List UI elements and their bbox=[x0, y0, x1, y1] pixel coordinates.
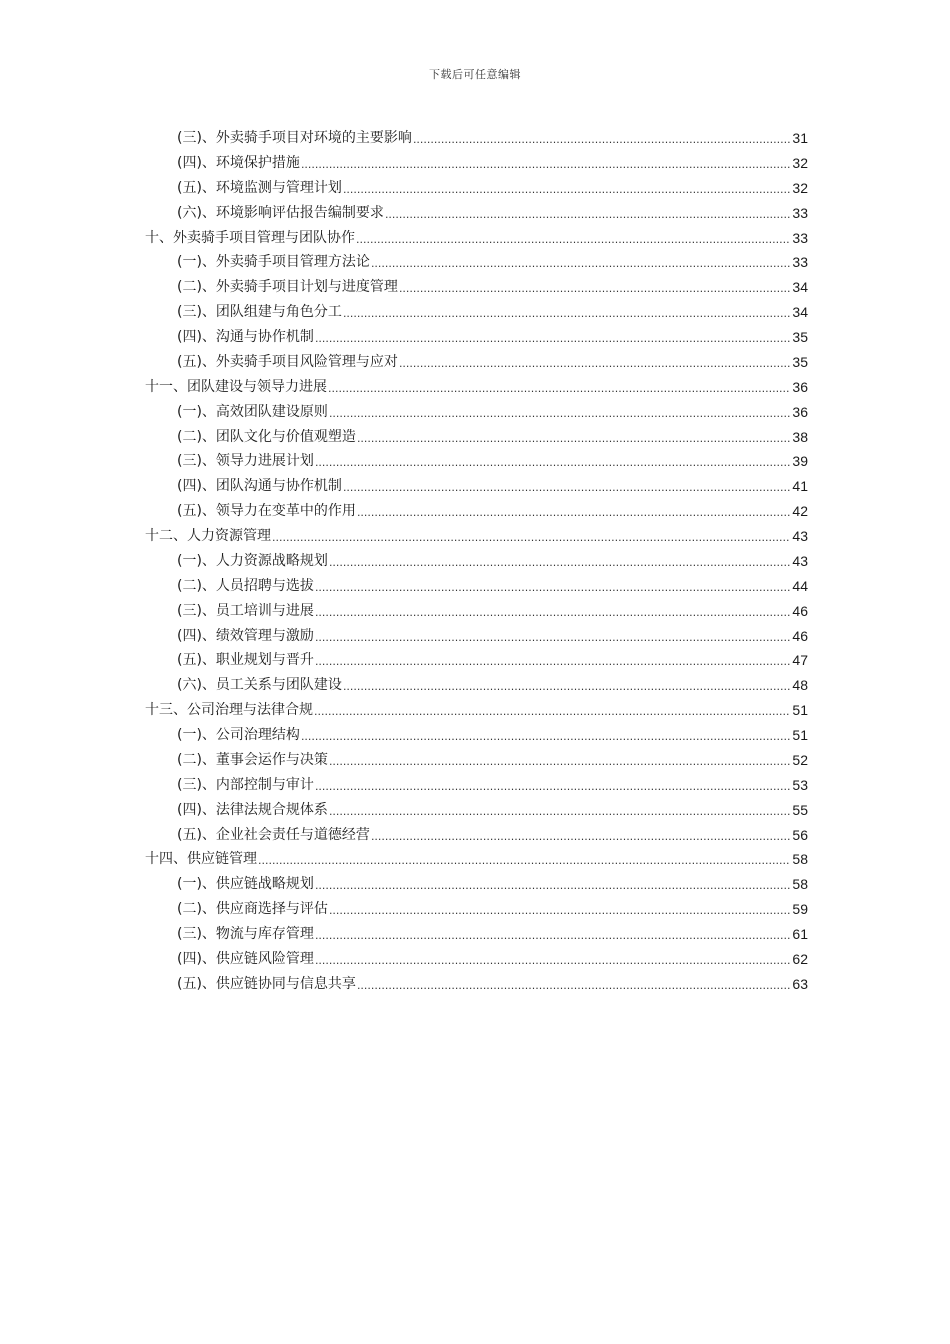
toc-section-entry[interactable] bbox=[0, 748, 808, 773]
toc-dot-leader bbox=[314, 698, 790, 723]
toc-page-number: 46 bbox=[792, 627, 808, 644]
toc-entry-title: (二)、董事会运作与决策 bbox=[177, 751, 328, 768]
toc-dot-leader bbox=[329, 798, 790, 823]
toc-page-number: 55 bbox=[792, 801, 808, 818]
toc-page-number: 51 bbox=[792, 727, 808, 743]
toc-entry-title: (二)、人员招聘与选拔 bbox=[177, 577, 314, 594]
toc-page-number: 39 bbox=[792, 453, 808, 470]
toc-entry-title: (四)、绩效管理与激励 bbox=[177, 627, 314, 644]
toc-dot-leader bbox=[357, 972, 790, 997]
toc-section-entry[interactable] bbox=[0, 325, 808, 350]
toc-page-number: 33 bbox=[792, 204, 808, 221]
toc-entry-title: (二)、团队文化与价值观塑造 bbox=[177, 428, 356, 445]
toc-section-entry[interactable] bbox=[0, 648, 808, 673]
toc-dot-leader bbox=[343, 673, 790, 698]
toc-page-number: 61 bbox=[792, 926, 808, 942]
toc-dot-leader bbox=[371, 823, 790, 848]
table-of-contents bbox=[0, 126, 950, 997]
toc-page-number: 47 bbox=[792, 652, 808, 669]
toc-dot-leader bbox=[315, 624, 790, 649]
toc-page-number: 48 bbox=[792, 677, 808, 694]
toc-page-number: 33 bbox=[792, 254, 808, 271]
toc-section-entry[interactable] bbox=[0, 972, 808, 997]
toc-section-entry[interactable] bbox=[0, 624, 808, 649]
toc-page-number: 35 bbox=[792, 353, 808, 370]
toc-chapter-entry[interactable] bbox=[0, 226, 808, 251]
toc-page-number: 59 bbox=[792, 901, 808, 918]
toc-dot-leader bbox=[315, 325, 790, 350]
toc-dot-leader bbox=[356, 226, 790, 251]
toc-section-entry[interactable] bbox=[0, 449, 808, 474]
toc-section-entry[interactable] bbox=[0, 872, 808, 897]
toc-dot-leader bbox=[315, 449, 790, 474]
toc-dot-leader bbox=[357, 425, 790, 450]
toc-entry-title: (一)、高效团队建设原则 bbox=[177, 403, 328, 420]
toc-page-number: 33 bbox=[792, 229, 808, 246]
toc-section-entry[interactable] bbox=[0, 151, 808, 176]
toc-page-number: 34 bbox=[792, 304, 808, 321]
toc-entry-title: (三)、员工培训与进展 bbox=[177, 602, 314, 619]
toc-chapter-entry[interactable] bbox=[0, 847, 808, 872]
toc-entry-title: (一)、供应链战略规划 bbox=[177, 876, 314, 893]
toc-section-entry[interactable] bbox=[0, 126, 808, 151]
toc-entry-title: (五)、供应链协同与信息共享 bbox=[177, 975, 356, 992]
toc-entry-title: (三)、内部控制与审计 bbox=[177, 776, 314, 793]
toc-dot-leader bbox=[315, 947, 790, 972]
toc-dot-leader bbox=[371, 250, 790, 275]
toc-entry-title: (二)、外卖骑手项目计划与进度管理 bbox=[177, 279, 398, 296]
toc-section-entry[interactable] bbox=[0, 947, 808, 972]
toc-page-number: 38 bbox=[792, 428, 808, 445]
toc-section-entry[interactable] bbox=[0, 549, 808, 574]
toc-page-number: 31 bbox=[792, 130, 808, 146]
toc-dot-leader bbox=[315, 599, 790, 624]
toc-entry-title: (四)、沟通与协作机制 bbox=[177, 329, 314, 345]
toc-section-entry[interactable] bbox=[0, 673, 808, 698]
toc-page-number: 44 bbox=[792, 577, 808, 594]
toc-section-entry[interactable] bbox=[0, 176, 808, 201]
toc-page-number: 63 bbox=[792, 975, 808, 992]
toc-entry-title: (一)、公司治理结构 bbox=[177, 727, 300, 743]
toc-dot-leader bbox=[413, 126, 790, 151]
toc-section-entry[interactable] bbox=[0, 275, 808, 300]
toc-section-entry[interactable] bbox=[0, 474, 808, 499]
toc-section-entry[interactable] bbox=[0, 400, 808, 425]
toc-section-entry[interactable] bbox=[0, 897, 808, 922]
toc-page-number: 52 bbox=[792, 751, 808, 768]
toc-section-entry[interactable] bbox=[0, 599, 808, 624]
page-header: 下载后可任意编辑 bbox=[429, 68, 521, 81]
toc-section-entry[interactable] bbox=[0, 798, 808, 823]
toc-dot-leader bbox=[315, 574, 790, 599]
toc-entry-title: (一)、外卖骑手项目管理方法论 bbox=[177, 254, 370, 271]
toc-page-number: 53 bbox=[792, 776, 808, 793]
toc-page-number: 35 bbox=[792, 329, 808, 345]
toc-section-entry[interactable] bbox=[0, 250, 808, 275]
toc-page-number: 51 bbox=[792, 702, 808, 719]
toc-page-number: 36 bbox=[792, 378, 808, 395]
toc-section-entry[interactable] bbox=[0, 350, 808, 375]
toc-dot-leader bbox=[343, 176, 790, 201]
toc-dot-leader bbox=[343, 300, 790, 325]
toc-page-number: 32 bbox=[792, 154, 808, 171]
toc-page-number: 62 bbox=[792, 950, 808, 967]
toc-entry-title: (六)、员工关系与团队建设 bbox=[177, 677, 342, 694]
toc-entry-title: (六)、环境影响评估报告编制要求 bbox=[177, 204, 384, 221]
toc-entry-title: 十、外卖骑手项目管理与团队协作 bbox=[145, 229, 355, 246]
toc-dot-leader bbox=[329, 897, 790, 922]
toc-entry-title: (五)、领导力在变革中的作用 bbox=[177, 503, 356, 520]
toc-dot-leader bbox=[329, 549, 790, 574]
toc-entry-title: (三)、物流与库存管理 bbox=[177, 926, 314, 942]
toc-entry-title: (四)、法律法规合规体系 bbox=[177, 801, 328, 818]
toc-entry-title: (三)、领导力进展计划 bbox=[177, 453, 314, 470]
toc-page-number: 56 bbox=[792, 826, 808, 843]
toc-section-entry[interactable] bbox=[0, 201, 808, 226]
toc-entry-title: (三)、团队组建与角色分工 bbox=[177, 304, 342, 321]
toc-dot-leader bbox=[315, 648, 790, 673]
toc-entry-title: (五)、环境监测与管理计划 bbox=[177, 179, 342, 196]
toc-page-number: 41 bbox=[792, 478, 808, 495]
toc-page-number: 34 bbox=[792, 279, 808, 296]
toc-section-entry[interactable] bbox=[0, 922, 808, 947]
toc-chapter-entry[interactable] bbox=[0, 698, 808, 723]
toc-entry-title: 十四、供应链管理 bbox=[145, 851, 257, 868]
toc-section-entry[interactable] bbox=[0, 574, 808, 599]
toc-dot-leader bbox=[399, 350, 790, 375]
toc-dot-leader bbox=[329, 748, 790, 773]
toc-dot-leader bbox=[385, 201, 790, 226]
toc-page-number: 46 bbox=[792, 602, 808, 619]
toc-dot-leader bbox=[399, 275, 790, 300]
toc-chapter-entry[interactable] bbox=[0, 375, 808, 400]
toc-entry-title: (四)、供应链风险管理 bbox=[177, 950, 314, 967]
toc-entry-title: (四)、环境保护措施 bbox=[177, 154, 300, 171]
toc-entry-title: 十一、团队建设与领导力进展 bbox=[145, 378, 327, 395]
toc-dot-leader bbox=[272, 524, 790, 549]
toc-page-number: 58 bbox=[792, 876, 808, 893]
toc-dot-leader bbox=[315, 773, 790, 798]
toc-entry-title: (五)、企业社会责任与道德经营 bbox=[177, 826, 370, 843]
toc-dot-leader bbox=[329, 400, 790, 425]
toc-dot-leader bbox=[357, 499, 790, 524]
toc-page-number: 36 bbox=[792, 403, 808, 420]
toc-page-number: 42 bbox=[792, 503, 808, 520]
toc-dot-leader bbox=[328, 375, 790, 400]
toc-section-entry[interactable] bbox=[0, 425, 808, 450]
toc-dot-leader bbox=[301, 151, 790, 176]
toc-dot-leader bbox=[301, 723, 790, 748]
toc-dot-leader bbox=[258, 847, 790, 872]
toc-entry-title: 十三、公司治理与法律合规 bbox=[145, 702, 313, 719]
toc-section-entry[interactable] bbox=[0, 773, 808, 798]
toc-section-entry[interactable] bbox=[0, 723, 808, 748]
toc-entry-title: 十二、人力资源管理 bbox=[145, 528, 271, 544]
toc-dot-leader bbox=[343, 474, 790, 499]
toc-page-number: 43 bbox=[792, 528, 808, 544]
toc-entry-title: (四)、团队沟通与协作机制 bbox=[177, 478, 342, 495]
toc-entry-title: (一)、人力资源战略规划 bbox=[177, 552, 328, 569]
toc-entry-title: (五)、职业规划与晋升 bbox=[177, 652, 314, 669]
toc-section-entry[interactable] bbox=[0, 499, 808, 524]
toc-chapter-entry[interactable] bbox=[0, 524, 808, 549]
toc-section-entry[interactable] bbox=[0, 823, 808, 848]
toc-entry-title: (五)、外卖骑手项目风险管理与应对 bbox=[177, 353, 398, 370]
toc-entry-title: (二)、供应商选择与评估 bbox=[177, 901, 328, 918]
toc-section-entry[interactable] bbox=[0, 300, 808, 325]
toc-page-number: 32 bbox=[792, 179, 808, 196]
toc-entry-title: (三)、外卖骑手项目对环境的主要影响 bbox=[177, 130, 412, 146]
toc-page-number: 43 bbox=[792, 552, 808, 569]
toc-page-number: 58 bbox=[792, 851, 808, 868]
toc-dot-leader bbox=[315, 922, 790, 947]
toc-dot-leader bbox=[315, 872, 790, 897]
